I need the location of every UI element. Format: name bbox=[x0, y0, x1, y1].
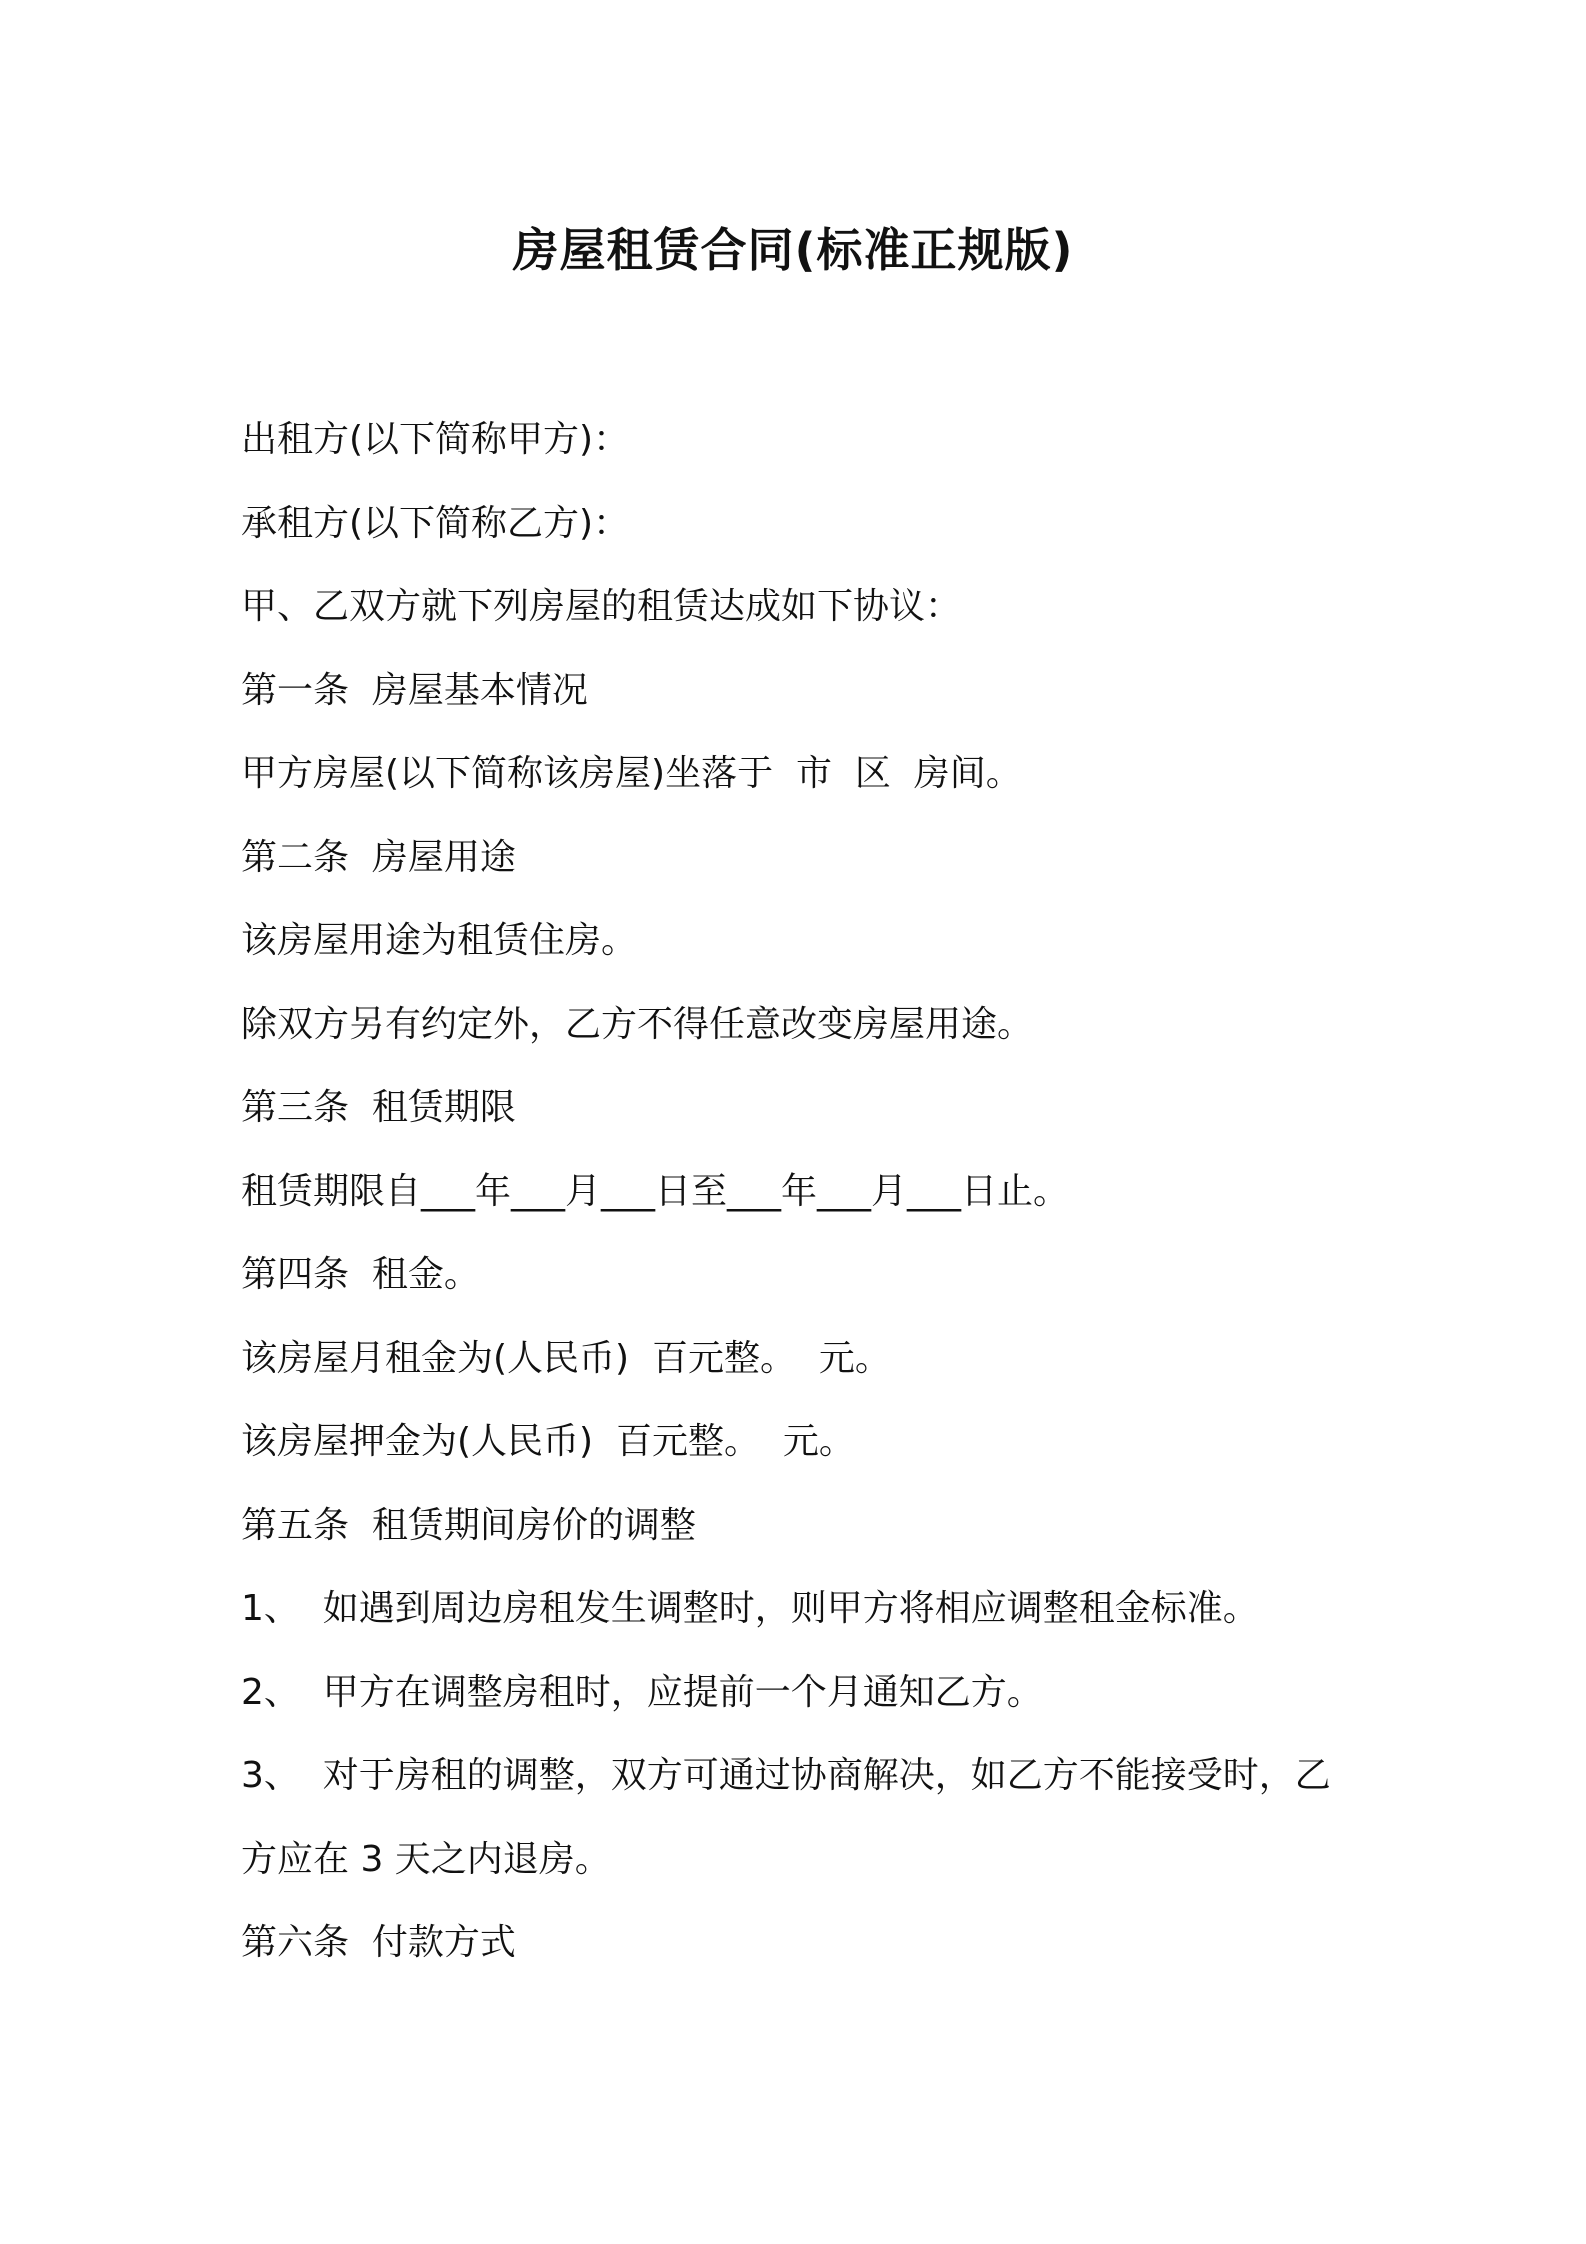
article-4-rent: 该房屋月租金为(人民币) 百元整。 元。 bbox=[241, 1337, 891, 1379]
document-body bbox=[241, 410, 1371, 1997]
article-1-heading: 第一条 房屋基本情况 bbox=[241, 669, 588, 711]
article-1-text: 甲方房屋(以下简称该房屋)坐落于 市 区 房间。 bbox=[241, 753, 1022, 794]
article-5-item-3: 3、 对于房租的调整，双方可通过协商解决，如乙方不能接受时，乙 bbox=[241, 1755, 1331, 1796]
article-6-heading: 第六条 付款方式 bbox=[241, 1922, 516, 1963]
article-4-deposit: 该房屋押金为(人民币) 百元整。 元。 bbox=[241, 1421, 855, 1462]
article-2-text-2: 除双方另有约定外，乙方不得任意改变房屋用途。 bbox=[241, 1003, 1034, 1045]
article-3-text: 租赁期限自___年___月___日至___年___月___日止。 bbox=[241, 1170, 1070, 1212]
article-2-heading: 第二条 房屋用途 bbox=[241, 836, 516, 878]
article-3-heading: 第三条 租赁期限 bbox=[241, 1087, 516, 1128]
line-agreement-intro: 甲、乙双方就下列房屋的租赁达成如下协议： bbox=[241, 586, 962, 627]
article-5-item-2: 2、 甲方在调整房租时，应提前一个月通知乙方。 bbox=[241, 1671, 1043, 1713]
line-lessor: 出租方(以下简称甲方)： bbox=[241, 419, 630, 460]
article-5-item-3-cont: 方应在 3 天之内退房。 bbox=[241, 1838, 611, 1880]
article-4-heading: 第四条 租金。 bbox=[241, 1254, 480, 1295]
line-lessee: 承租方(以下简称乙方)： bbox=[241, 502, 630, 544]
article-5-item-1: 1、 如遇到周边房租发生调整时，则甲方将相应调整租金标准。 bbox=[241, 1588, 1259, 1629]
article-5-heading: 第五条 租赁期间房价的调整 bbox=[241, 1504, 696, 1546]
article-2-text-1: 该房屋用途为租赁住房。 bbox=[241, 920, 638, 961]
document-title: 房屋租赁合同(标准正规版) bbox=[512, 223, 1074, 277]
